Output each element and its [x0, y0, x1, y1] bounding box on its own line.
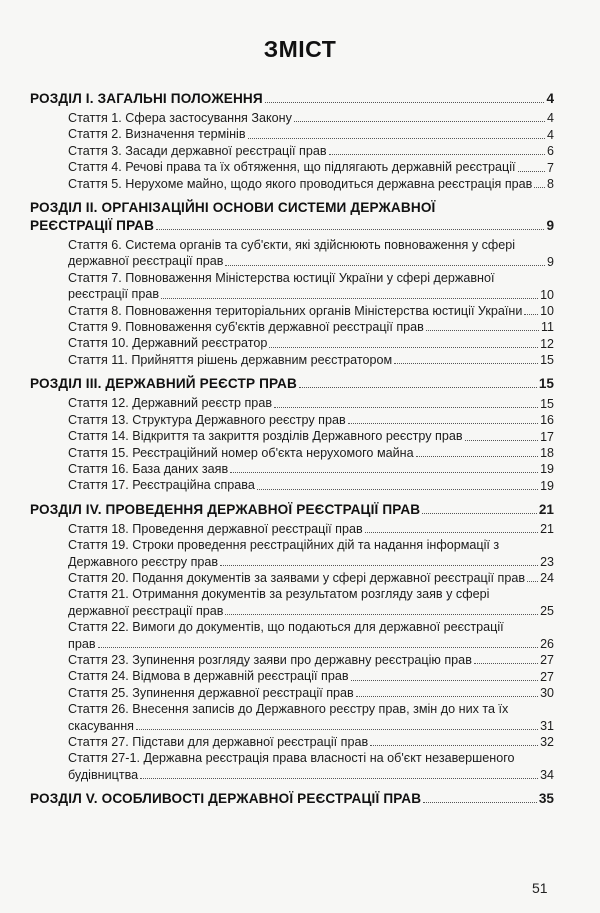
article-line [68, 668, 554, 684]
article-line [68, 143, 554, 159]
dot-leader [299, 387, 537, 388]
article-line [68, 750, 554, 766]
article-title-text: Стаття 3. Засади державної реєстрації прав [68, 143, 327, 158]
toc-article-entry [68, 412, 554, 428]
toc-article-entry [68, 352, 554, 368]
toc-article-entry [68, 734, 554, 750]
dot-leader [474, 663, 538, 664]
article-page-number: 12 [540, 336, 554, 351]
article-list [68, 521, 554, 784]
article-page-number: 7 [547, 160, 554, 175]
article-line [68, 603, 554, 619]
article-line [68, 110, 554, 126]
dot-leader [265, 102, 545, 103]
article-line [68, 270, 554, 286]
toc-article-entry [68, 685, 554, 701]
article-line [68, 636, 554, 652]
article-line [68, 461, 554, 477]
toc-article-entry [68, 477, 554, 493]
dot-leader [365, 532, 538, 533]
toc-article-entry [68, 159, 554, 175]
toc-article-entry [68, 303, 554, 319]
toc-article-entry [68, 143, 554, 159]
article-line [68, 237, 554, 253]
toc-section [30, 199, 554, 368]
toc-article-entry [68, 521, 554, 537]
article-page-number: 6 [547, 144, 554, 159]
section-heading-line [30, 199, 554, 217]
article-line [68, 445, 554, 461]
article-page-number: 15 [540, 396, 554, 411]
article-page-number: 8 [547, 177, 554, 192]
article-title-text: будівництва [68, 767, 139, 782]
article-line [68, 586, 554, 602]
page-title: ЗМІСТ [263, 36, 337, 62]
article-line [68, 718, 554, 734]
dot-leader [257, 489, 538, 490]
section-heading-line [30, 217, 554, 234]
article-title-text: Стаття 16. База даних заяв [68, 461, 229, 476]
article-title-text: Стаття 21. Отримання документів за результатом розгляду заяв у сфері [68, 587, 490, 602]
article-line [68, 253, 554, 269]
dot-leader [161, 298, 538, 299]
toc-section [30, 790, 554, 807]
article-line [68, 319, 554, 335]
article-page-number: 23 [540, 554, 554, 569]
dot-leader [356, 696, 538, 697]
section-heading-line [30, 790, 554, 807]
toc-article-entry [68, 701, 554, 734]
article-page-number: 21 [540, 522, 554, 537]
toc-section [30, 90, 554, 192]
article-line [68, 767, 554, 783]
article-line [68, 570, 554, 586]
article-line [68, 554, 554, 570]
toc-section [30, 375, 554, 493]
dot-leader [534, 187, 545, 188]
article-line [68, 412, 554, 428]
section-page-number: 35 [538, 791, 554, 807]
dot-leader [225, 614, 538, 615]
section-page-number: 15 [538, 376, 554, 392]
toc-article-entry [68, 652, 554, 668]
article-line [68, 126, 554, 142]
article-page-number: 19 [540, 478, 554, 493]
article-title-text: Стаття 4. Речові права та їх обтяження, що підлягають державній реєстрації [68, 160, 516, 175]
dot-leader [423, 802, 537, 803]
article-title-text: Стаття 14. Відкриття та закриття розділів Державного реєстру прав [68, 429, 463, 444]
article-page-number: 31 [540, 719, 554, 733]
dot-leader [465, 440, 539, 441]
article-list [68, 110, 554, 192]
toc-article-entry [68, 537, 554, 570]
section-heading-text: РОЗДІЛ І. ЗАГАЛЬНІ ПОЛОЖЕННЯ [30, 91, 263, 106]
article-title-text: Стаття 7. Повноваження Міністерства юстиції України у сфері державної [68, 270, 495, 285]
dot-leader [230, 472, 538, 473]
article-title-text: Стаття 24. Відмова в державній реєстрації прав [68, 669, 349, 684]
article-title-text: скасування [68, 718, 134, 733]
article-title-text: Стаття 15. Реєстраційний номер об'єкта нерухомого майна [68, 445, 414, 460]
article-page-number: 27 [540, 653, 554, 668]
article-title-text: Стаття 12. Державний реєстр прав [68, 396, 273, 411]
section-page-number: 9 [546, 218, 554, 234]
article-title-text: Стаття 6. Система органів та суб'єкти, які здійснюють повноваження у сфері [68, 238, 516, 253]
section-heading-line [30, 501, 554, 518]
section-heading-text: РОЗДІЛ ІІІ. ДЕРЖАВНИЙ РЕЄСТР ПРАВ [30, 376, 297, 392]
article-line [68, 286, 554, 302]
dot-leader [156, 229, 544, 230]
article-title-text: Стаття 10. Державний реєстратор [68, 336, 268, 351]
dot-leader [422, 513, 537, 514]
toc-article-entry [68, 335, 554, 351]
dot-leader [416, 456, 538, 457]
article-title-text: Стаття 11. Прийняття рішень державним реєстратором [68, 352, 393, 367]
dot-leader [140, 778, 538, 779]
toc-article-entry [68, 750, 554, 783]
article-page-number: 11 [541, 320, 554, 335]
article-title-text: реєстрації прав [68, 287, 160, 302]
article-page-number: 10 [540, 304, 554, 319]
article-page-number: 30 [540, 686, 554, 701]
dot-leader [348, 423, 538, 424]
article-title-text: Стаття 9. Повноваження суб'єктів державної реєстрації прав [68, 320, 424, 335]
toc-article-entry [68, 586, 554, 619]
article-page-number: 24 [540, 571, 554, 586]
dot-leader [220, 565, 538, 566]
article-title-text: державної реєстрації прав [68, 603, 224, 618]
article-title-text: Стаття 25. Зупинення державної реєстрації прав [68, 685, 354, 700]
article-title-text: Стаття 1. Сфера застосування Закону [68, 111, 292, 125]
article-title-text: державної реєстрації прав [68, 254, 224, 269]
article-title-text: Стаття 13. Структура Державного реєстру прав [68, 412, 346, 427]
article-page-number: 15 [540, 353, 554, 368]
dot-leader [248, 138, 546, 139]
toc-article-entry [68, 126, 554, 142]
article-line [68, 477, 554, 493]
dot-leader [225, 265, 545, 266]
article-title-text: Стаття 18. Проведення державної реєстрації прав [68, 521, 363, 536]
article-list [68, 237, 554, 368]
toc-article-entry [68, 619, 554, 652]
article-list [68, 395, 554, 493]
article-line [68, 619, 554, 635]
dot-leader [351, 680, 539, 681]
dot-leader [426, 330, 539, 331]
article-title-text: Стаття 27-1. Державна реєстрація права власності на об'єкт незавершеного [68, 751, 515, 766]
toc-article-entry [68, 445, 554, 461]
toc-article-entry [68, 110, 554, 126]
article-page-number: 26 [540, 636, 554, 651]
toc-article-entry [68, 461, 554, 477]
section-heading-line [30, 375, 554, 392]
article-title-text: Стаття 5. Нерухоме майно, щодо якого проводиться державна реєстрація прав [68, 176, 533, 191]
article-title-text: Стаття 20. Подання документів за заявами у сфері державної реєстрації прав [68, 570, 526, 585]
article-line [68, 701, 554, 717]
article-line [68, 537, 554, 553]
article-line [68, 303, 554, 319]
article-title-text: Стаття 17. Реєстраційна справа [68, 478, 255, 493]
article-title-text: Стаття 27. Підстави для державної реєстрації прав [68, 735, 369, 749]
article-line [68, 685, 554, 701]
section-page-number: 4 [546, 91, 554, 106]
dot-leader [518, 171, 546, 172]
section-heading-text: РЕЄСТРАЦІЇ ПРАВ [30, 218, 155, 234]
toc-article-entry [68, 570, 554, 586]
article-line [68, 335, 554, 351]
page-number: 51 [532, 880, 548, 896]
dot-leader [269, 347, 538, 348]
article-page-number: 25 [540, 604, 554, 619]
dot-leader [294, 121, 545, 122]
article-line [68, 428, 554, 444]
dot-leader [524, 314, 538, 315]
article-title-text: прав [68, 636, 96, 651]
article-page-number: 10 [540, 287, 554, 302]
dot-leader [394, 363, 538, 364]
article-page-number: 27 [540, 669, 554, 684]
article-title-text: Стаття 23. Зупинення розгляду заяви про державну реєстрацію прав [68, 652, 472, 667]
dot-leader [274, 407, 538, 408]
toc-article-entry [68, 237, 554, 270]
toc-article-entry [68, 395, 554, 411]
dot-leader [329, 154, 545, 155]
toc-article-entry [68, 270, 554, 303]
article-page-number: 18 [540, 445, 554, 460]
dot-leader [98, 647, 539, 648]
article-line [68, 395, 554, 411]
dot-leader [370, 745, 538, 746]
article-title-text: Стаття 8. Повноваження територіальних органів Міністерства юстиції України [68, 303, 523, 318]
article-line [68, 176, 554, 192]
article-page-number: 32 [540, 735, 554, 750]
toc-article-entry [68, 176, 554, 192]
toc-section [30, 501, 554, 784]
article-page-number: 4 [547, 127, 554, 142]
article-line [68, 159, 554, 175]
article-page-number: 17 [540, 429, 554, 444]
article-line [68, 352, 554, 368]
article-title-text: Стаття 2. Визначення термінів [68, 127, 246, 142]
table-of-contents [30, 90, 554, 807]
article-page-number: 19 [540, 462, 554, 477]
section-heading-text: РОЗДІЛ ІІ. ОРГАНІЗАЦІЙНІ ОСНОВИ СИСТЕМИ ДЕРЖАВНОЇ [30, 200, 436, 216]
article-title-text: Державного реєстру прав [68, 554, 219, 569]
article-title-text: Стаття 22. Вимоги до документів, що подаються для державної реєстрації [68, 620, 504, 635]
article-line [68, 734, 554, 750]
toc-article-entry [68, 668, 554, 684]
toc-article-entry [68, 319, 554, 335]
section-heading-text: РОЗДІЛ V. ОСОБЛИВОСТІ ДЕРЖАВНОЇ РЕЄСТРАЦІЇ ПРАВ [30, 791, 422, 807]
dot-leader [136, 729, 538, 730]
article-title-text: Стаття 26. Внесення записів до Державного реєстру прав, змін до них та їх [68, 702, 509, 717]
section-heading-text: РОЗДІЛ IV. ПРОВЕДЕННЯ ДЕРЖАВНОЇ РЕЄСТРАЦІЇ ПРАВ [30, 501, 421, 517]
article-line [68, 652, 554, 668]
article-page-number: 34 [540, 768, 554, 783]
article-title-text: Стаття 19. Строки проведення реєстраційних дій та надання інформації з [68, 538, 500, 553]
article-page-number: 4 [547, 111, 554, 126]
section-page-number: 21 [538, 501, 554, 517]
dot-leader [527, 581, 538, 582]
section-heading-line [30, 90, 554, 107]
article-page-number: 16 [540, 413, 554, 428]
article-line [68, 521, 554, 537]
article-page-number: 9 [547, 254, 554, 269]
toc-article-entry [68, 428, 554, 444]
